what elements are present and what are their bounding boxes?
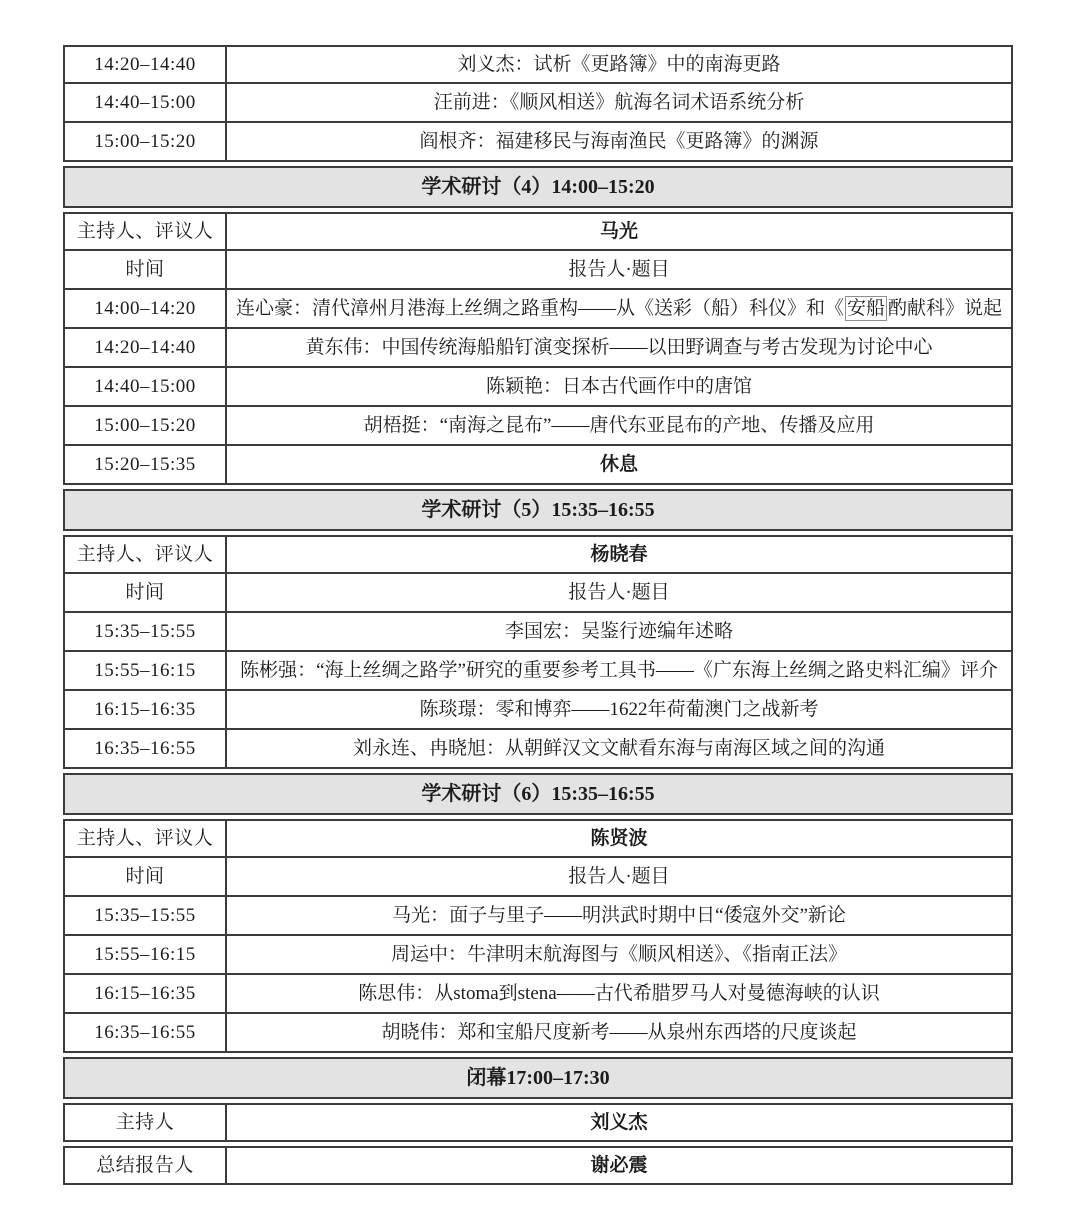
talk-cell: 周运中：牛津明末航海图与《顺风相送》、《指南正法》 xyxy=(390,943,847,965)
schedule-row xyxy=(63,613,1013,652)
session-header-row-6 xyxy=(63,773,1013,815)
chair-row xyxy=(63,212,1013,251)
chair-name-cell: 刘义杰 xyxy=(590,1111,648,1133)
talk-text: 酌献科》说起 xyxy=(888,297,1003,319)
topic-header-cell: 报告人·题目 xyxy=(568,258,670,280)
schedule-row xyxy=(63,407,1013,446)
summary-label-cell: 总结报告人 xyxy=(65,1148,227,1183)
session-header-row-5 xyxy=(63,489,1013,531)
time-cell: 15:00–15:20 xyxy=(65,407,227,444)
chair-row xyxy=(63,819,1013,858)
time-cell: 16:15–16:35 xyxy=(65,975,227,1012)
schedule-table xyxy=(63,45,1013,1185)
schedule-row xyxy=(63,1014,1013,1053)
summary-reporter-row xyxy=(63,1146,1013,1185)
closing-header-row xyxy=(63,1057,1013,1099)
talk-cell: 陈彬强：“海上丝绸之路学”研究的重要参考工具书——《广东海上丝绸之路史料汇编》评介 xyxy=(240,659,998,681)
schedule-row xyxy=(63,290,1013,329)
time-cell: 15:35–15:55 xyxy=(65,897,227,934)
time-cell: 15:20–15:35 xyxy=(65,446,227,483)
time-cell: 16:35–16:55 xyxy=(65,1014,227,1051)
chair-label-cell: 主持人、评议人 xyxy=(65,537,227,572)
summary-name-cell: 谢必震 xyxy=(590,1154,648,1176)
time-header-cell: 时间 xyxy=(65,251,227,288)
break-row xyxy=(63,446,1013,485)
time-cell: 14:00–14:20 xyxy=(65,290,227,327)
time-cell: 14:40–15:00 xyxy=(65,84,227,121)
chair-name-cell: 杨晓春 xyxy=(590,543,648,565)
time-cell: 16:15–16:35 xyxy=(65,691,227,728)
schedule-row xyxy=(63,45,1013,84)
schedule-row xyxy=(63,691,1013,730)
schedule-row xyxy=(63,368,1013,407)
schedule-row xyxy=(63,329,1013,368)
time-cell: 14:20–14:40 xyxy=(65,329,227,366)
time-cell: 16:35–16:55 xyxy=(65,730,227,767)
schedule-row xyxy=(63,84,1013,123)
boxed-text: 安船 xyxy=(845,296,887,322)
talk-cell: 马光：面子与里子——明洪武时期中日“倭寇外交”新论 xyxy=(392,904,846,926)
time-cell: 15:35–15:55 xyxy=(65,613,227,650)
session-header-label: 学术研讨（6）15:35–16:55 xyxy=(421,782,655,805)
talk-cell: 陈颖艳：日本古代画作中的唐馆 xyxy=(485,375,752,397)
talk-cell: 阎根齐：福建移民与海南渔民《更路簿》的渊源 xyxy=(419,130,819,152)
talk-cell: 胡梧挺：“南海之昆布”——唐代东亚昆布的产地、传播及应用 xyxy=(363,414,875,436)
talk-cell: 陈思伟：从stoma到stena——古代希腊罗马人对曼德海峡的认识 xyxy=(358,982,880,1004)
schedule-row xyxy=(63,936,1013,975)
column-header-row xyxy=(63,574,1013,613)
time-header-cell: 时间 xyxy=(65,858,227,895)
column-header-row xyxy=(63,251,1013,290)
talk-cell: 刘义杰：试析《更路簿》中的南海更路 xyxy=(457,53,781,75)
chair-name-cell: 马光 xyxy=(599,220,638,242)
talk-text: 连心豪：清代漳州月港海上丝绸之路重构——从《送彩（船）科仪》和《 xyxy=(235,297,844,319)
topic-header-cell: 报告人·题目 xyxy=(568,865,670,887)
schedule-row xyxy=(63,123,1013,162)
schedule-row xyxy=(63,652,1013,691)
time-header-cell: 时间 xyxy=(65,574,227,611)
time-cell: 14:40–15:00 xyxy=(65,368,227,405)
break-label-cell: 休息 xyxy=(599,453,638,475)
schedule-row xyxy=(63,897,1013,936)
session-header-row-4 xyxy=(63,166,1013,208)
talk-cell xyxy=(227,290,1011,327)
talk-cell: 汪前进：《顺风相送》航海名词术语系统分析 xyxy=(433,91,805,113)
talk-cell: 胡晓伟：郑和宝船尺度新考——从泉州东西塔的尺度谈起 xyxy=(381,1021,857,1043)
chair-row xyxy=(63,1103,1013,1142)
column-header-row xyxy=(63,858,1013,897)
chair-label-cell: 主持人 xyxy=(65,1105,227,1140)
chair-label-cell: 主持人、评议人 xyxy=(65,214,227,249)
talk-cell: 李国宏：吴鉴行迹编年述略 xyxy=(504,620,733,642)
schedule-row xyxy=(63,730,1013,769)
session-header-label: 学术研讨（5）15:35–16:55 xyxy=(421,498,655,521)
closing-header-label: 闭幕17:00–17:30 xyxy=(466,1066,610,1089)
talk-cell: 刘永连、冉晓旭：从朝鲜汉文文献看东海与南海区域之间的沟通 xyxy=(352,737,885,759)
session-header-label: 学术研讨（4）14:00–15:20 xyxy=(421,175,655,198)
time-cell: 15:00–15:20 xyxy=(65,123,227,160)
time-cell: 15:55–16:15 xyxy=(65,936,227,973)
time-cell: 14:20–14:40 xyxy=(65,47,227,82)
talk-cell: 陈琰璟：零和博弈——1622年荷葡澳门之战新考 xyxy=(419,698,819,720)
time-cell: 15:55–16:15 xyxy=(65,652,227,689)
chair-label-cell: 主持人、评议人 xyxy=(65,821,227,856)
talk-cell: 黄东伟：中国传统海船船钉演变探析——以田野调查与考古发现为讨论中心 xyxy=(305,336,933,358)
chair-name-cell: 陈贤波 xyxy=(590,827,648,849)
chair-row xyxy=(63,535,1013,574)
topic-header-cell: 报告人·题目 xyxy=(568,581,670,603)
schedule-row xyxy=(63,975,1013,1014)
